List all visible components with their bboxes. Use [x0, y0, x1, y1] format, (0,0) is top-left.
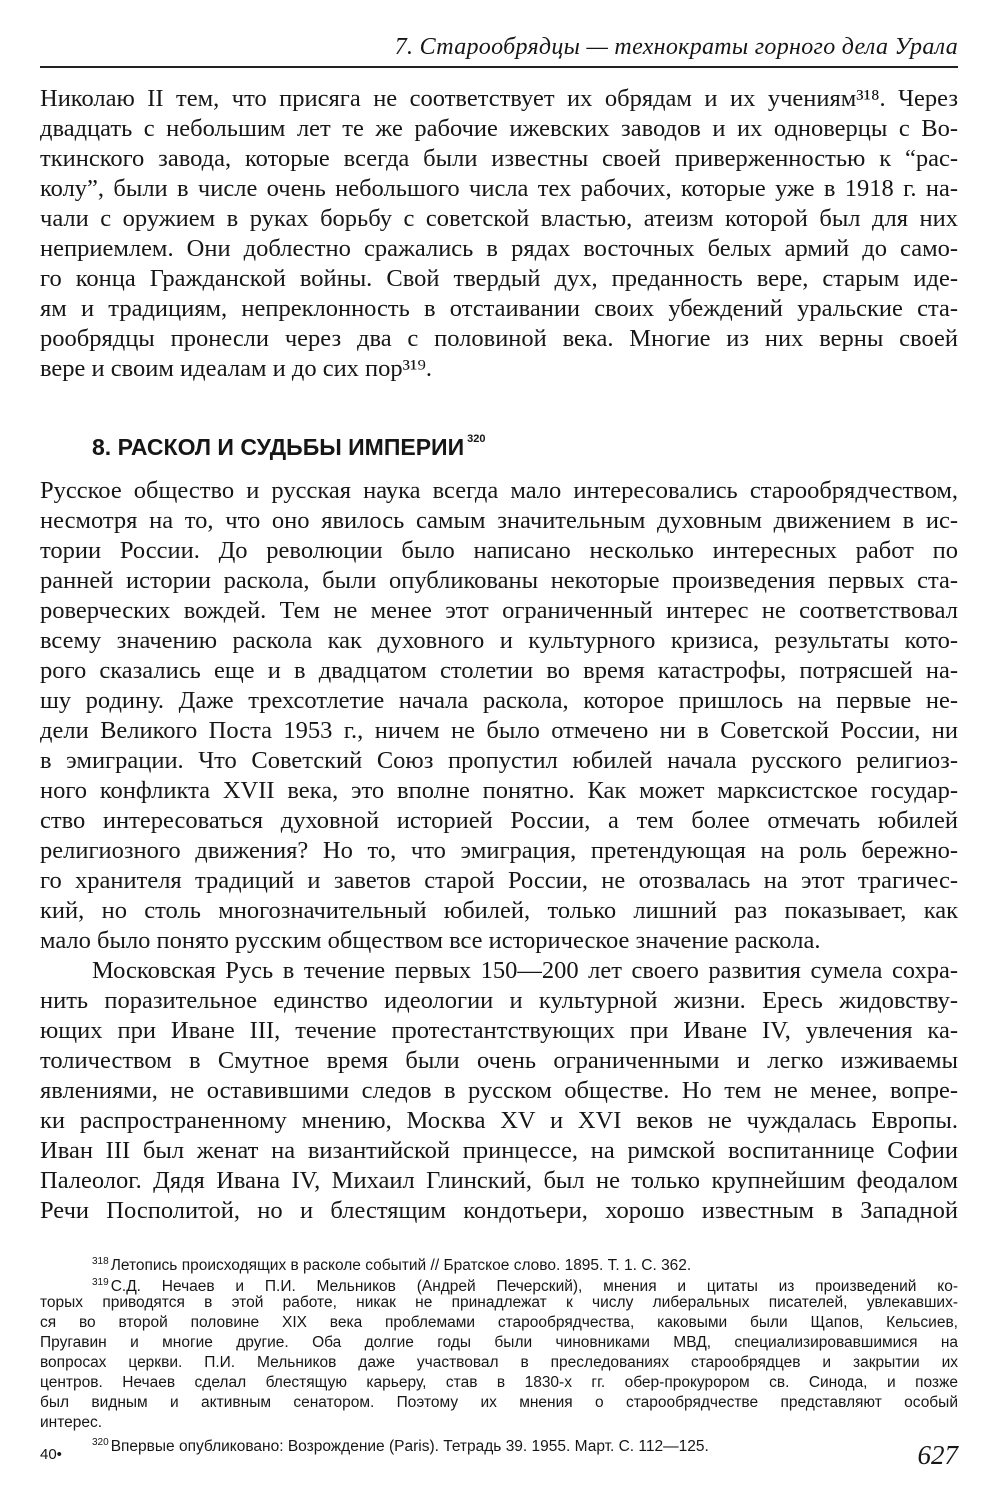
text-line: вере и своим идеалам и до сих пор³¹⁹. [40, 355, 433, 382]
footnote-line: был видным и активным сенатором. Поэтому их мнения о старообрядчестве представляют особый [40, 1394, 958, 1411]
text-line: рого сказались еще и в двадцатом столетии во время катастрофы, потрясшей на- [40, 657, 958, 684]
footnote-number: 319 [92, 1277, 109, 1288]
footnote-319 [92, 1273, 958, 1293]
text-line: нить поразительное единство идеологии и культурной жизни. Ересь жидовству- [40, 987, 958, 1014]
text-line: несмотря на то, что оно явилось самым значительным духовным движением в ис- [40, 507, 958, 534]
text-line: Николаю II тем, что присяга не соответствует их обрядам и их учениям³¹⁸. Через [40, 85, 958, 112]
footnote-line: ся во второй половине XIX века проблемами старообрядчества, каковыми были Щапов, Кельсиев, [40, 1314, 958, 1331]
text-line: мало было понято русским обществом все историческое значение раскола. [40, 927, 821, 954]
section-heading-text: 8. РАСКОЛ И СУДЬБЫ ИМПЕРИИ [92, 434, 465, 460]
running-head: 7. Старообрядцы — технократы горного дела Урала [394, 34, 958, 60]
text-line: го хранителя традиций и заветов старой России, не отозвалась на этот трагичес- [40, 867, 958, 894]
text-line: ткинского завода, которые всегда были известны своей приверженностью к “рас- [40, 145, 958, 172]
text-line: ранней истории раскола, были опубликованы некоторые произведения первых ста- [40, 567, 958, 594]
text-line: ям и традициям, непреклонность в отстаивании своих убеждений уральские ста- [40, 295, 958, 322]
text-line: чали с оружием в руках борьбу с советской властью, атеизм которой был для них [40, 205, 958, 232]
text-line: колу”, были в числе очень небольшого числа тех рабочих, которые уже в 1918 г. на- [40, 175, 958, 202]
text-line: тории России. До революции было написано несколько интересных работ по [40, 537, 958, 564]
page-number: 627 [917, 1440, 958, 1470]
text-line: двадцать с небольшим лет те же рабочие ижевских заводов и их одноверцы с Во- [40, 115, 958, 142]
footnote-number: 318 [92, 1256, 109, 1267]
section-heading [92, 424, 485, 462]
text-line: дели Великого Поста 1953 г., ничем не было отмечено ни в Советской России, ни [40, 717, 958, 744]
footnote-318 [92, 1252, 958, 1272]
footnote-text: С.Д. Нечаев и П.И. Мельников (Андрей Печерский), мнения и цитаты из произведений ко- [110, 1278, 958, 1295]
text-line: Речи Посполитой, но и блестящим кондотьери, хорошо известным в Западной [40, 1197, 958, 1224]
footnote-number: 320 [92, 1437, 109, 1448]
text-line: ного конфликта XVII века, это вполне понятно. Как может марксистское государ- [40, 777, 958, 804]
text-line: Русское общество и русская наука всегда мало интересовались старообрядчеством, [40, 477, 958, 504]
footnote-line: Пругавин и многие другие. Оба долгие годы были чиновниками МВД, специализировавшимися на [40, 1334, 958, 1351]
footnote-320 [92, 1433, 958, 1453]
text-line: Иван III был женат на византийской принцессе, на римской воспитаннице Софии [40, 1137, 958, 1164]
footnote-line: центров. Нечаев сделал блестящую карьеру, став в 1830-х гг. обер-прокурором св. Синода, и позже [40, 1374, 958, 1391]
text-line: шу родину. Даже трехсотлетие начала раскола, которое пришлось на первые не- [40, 687, 958, 714]
footnote-ref: 320 [467, 433, 486, 445]
text-line: ки распространенному мнению, Москва XV и XVI веков не чуждалась Европы. [40, 1107, 958, 1134]
header-rule [40, 66, 958, 68]
text-line: рообрядцы пронесли через два с половиной века. Многие из них верны своей [40, 325, 958, 352]
text-line: Палеолог. Дядя Ивана IV, Михаил Глинский, был не только крупнейшим феодалом [40, 1167, 958, 1194]
text-line: неприемлем. Они доблестно сражались в рядах восточных белых армий до само- [40, 235, 958, 262]
footnote-text: Летопись происходящих в расколе событий // Братское слово. 1895. Т. 1. С. 362. [110, 1257, 692, 1274]
footnote-line: вопросах церкви. П.И. Мельников даже участвовал в преследованиях старообрядцев и закрытии их [40, 1354, 958, 1371]
text-line: толичеством в Смутное время были очень ограниченными и легко изживаемы [40, 1047, 958, 1074]
text-line: роверческих вождей. Тем не менее этот ограниченный интерес не соответствовал [40, 597, 958, 624]
footnote-text: Впервые опубликовано: Возрождение (Paris). Тетрадь 39. 1955. Март. С. 112—125. [110, 1438, 709, 1455]
text-line: кий, но столь многозначительный юбилей, только лишний раз показывает, как [40, 897, 958, 924]
text-line: явлениями, не оставившими следов в русском обществе. Но тем не менее, вопре- [40, 1077, 958, 1104]
text-line: го конца Гражданской войны. Свой твердый дух, преданность вере, старым иде- [40, 265, 958, 292]
footnote-line: торых приводятся в этой работе, никак не принадлежат к числу либеральных писателей, увлекавших- [40, 1294, 958, 1311]
text-line: ющих при Иване III, течение протестантствующих при Иване IV, увлечения ка- [40, 1017, 958, 1044]
signature-mark: 40• [40, 1446, 62, 1463]
text-line: ство интересоваться духовной историей России, а тем более отмечать юбилей [40, 807, 958, 834]
footnote-line: интерес. [40, 1414, 103, 1431]
text-line: в эмиграции. Что Советский Союз пропустил юбилей начала русского религиоз- [40, 747, 958, 774]
text-line: религиозного движения? Но то, что эмиграция, претендующая на роль бережно- [40, 837, 958, 864]
text-line: всему значению раскола как духовного и культурного кризиса, результаты кото- [40, 627, 958, 654]
text-line: Московская Русь в течение первых 150—200 лет своего развития сумела сохра- [92, 957, 958, 984]
